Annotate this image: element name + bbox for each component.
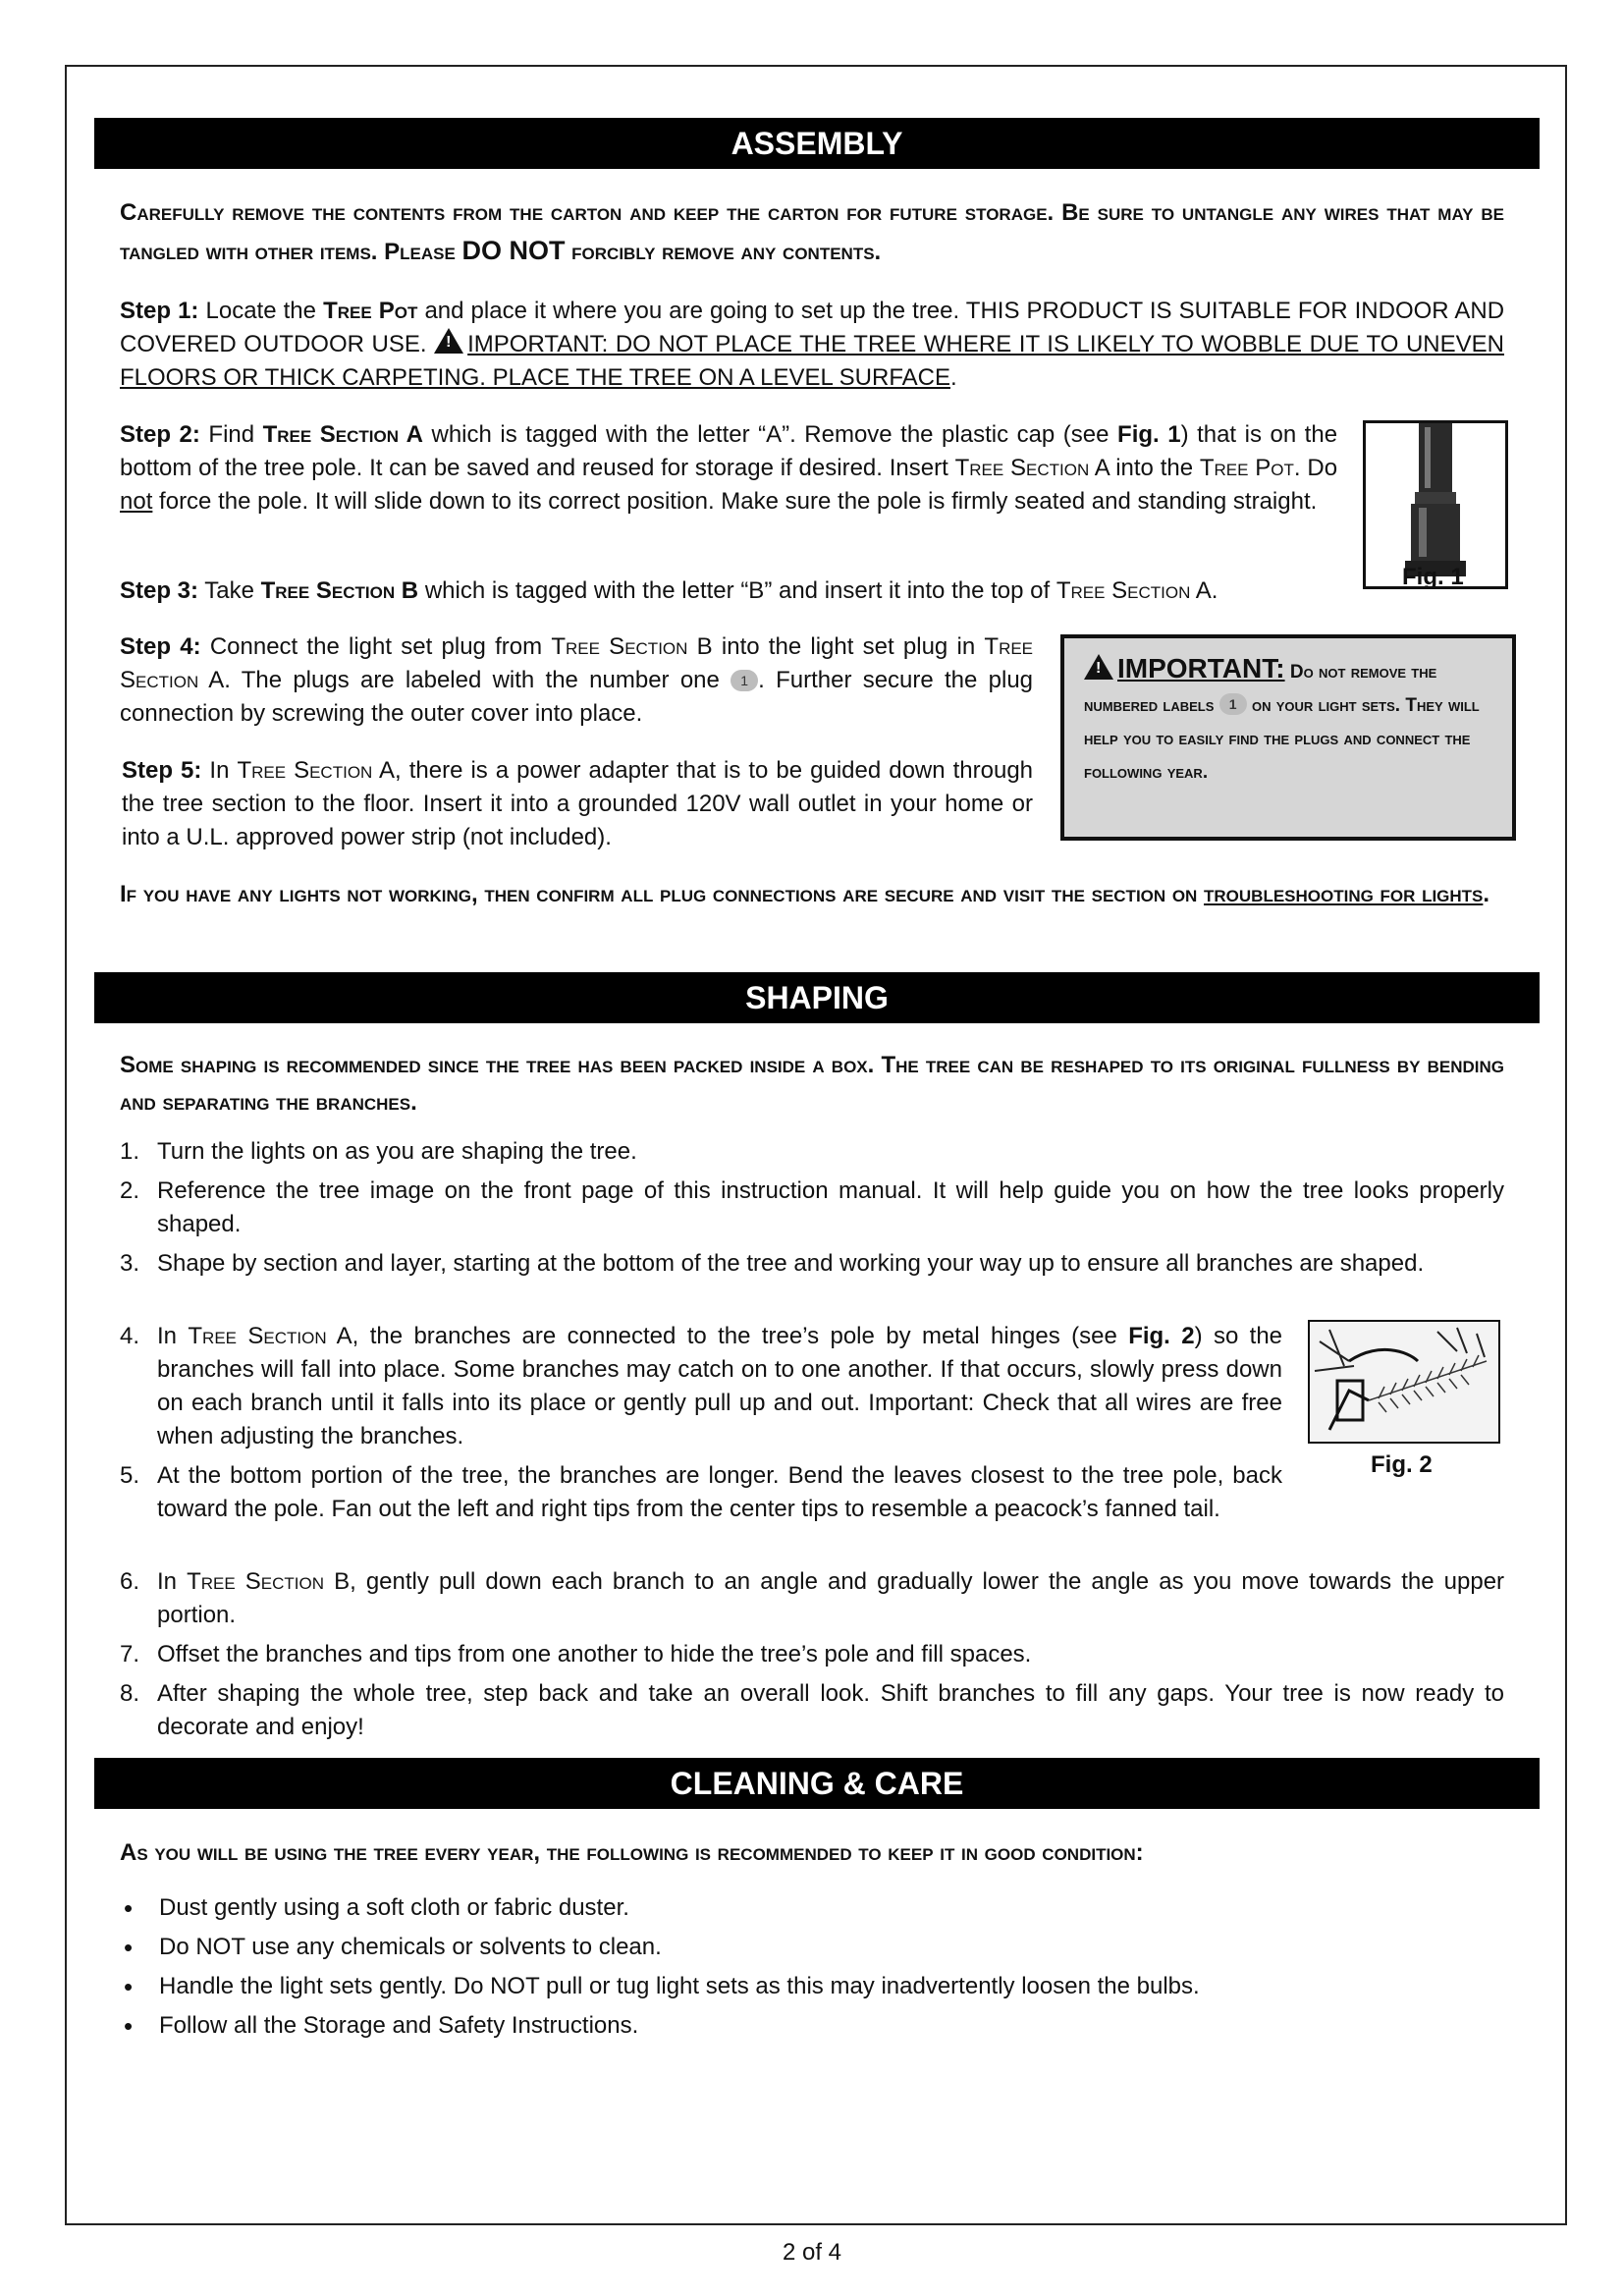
label-one-icon: 1 — [731, 670, 758, 691]
step-3: Step 3: Take Tree Section B which is tagged with the letter “B” and insert it into the top of Tree Section A. — [120, 577, 1218, 604]
lights-note: If you have any lights not working, then confirm all plug connections are secure and visit the section on troubleshooting for lights. — [120, 881, 1490, 907]
tree-pole-icon — [1366, 423, 1505, 586]
shaping-list-middle — [120, 1320, 1282, 1532]
list-item: 4. In Tree Section A, the branches are connected to the tree’s pole by metal hinges (see Fig. 2) so the branches will fall into place. Some branches may catch on to one another. If that occurs, slowly press down on each branch until it falls into its place or gently pull up and out. Important: Check that all wires are free when adjusting the branches. — [120, 1323, 1283, 1449]
fig-1-caption: Fig. 1 — [1402, 564, 1464, 590]
step-5: Step 5: In Tree Section A, there is a power adapter that is to be guided down through the tree section to the floor. Insert it into a grounded 120V wall outlet in your home or into a U.L. approved power strip (not included). — [122, 757, 1034, 850]
care-heading: CLEANING & CARE — [94, 1758, 1540, 1809]
step-1: Step 1: Locate the Tree Pot and place it where you are going to set up the tree. THIS PRODUCT IS SUITABLE FOR INDOOR AND COVERED OUTDOOR USE. ! IMPORTANT: DO NOT PLACE THE TREE WHERE IT IS LIKELY TO WOBBLE DUE TO UNEVEN FLOORS OR THICK CARPETING. PLACE THE TREE ON A LEVEL SURFACE. — [120, 298, 1505, 391]
list-item: • Handle the light sets gently. Do NOT pull or tug light sets as this may inadvertently loosen the bulbs. — [120, 1970, 1504, 2003]
list-item: • Do NOT use any chemicals or solvents to clean. — [120, 1931, 1504, 1964]
shaping-intro: Some shaping is recommended since the tree has been packed inside a box. The tree can be reshaped to its original fullness by bending and separating the branches. — [120, 1052, 1504, 1116]
branch-hinge-icon — [1310, 1322, 1498, 1442]
warning-icon: ! — [434, 328, 463, 354]
care-list — [120, 1891, 1504, 2049]
troubleshooting-link[interactable]: troubleshooting for lights — [1204, 881, 1484, 907]
step-4: Step 4: Connect the light set plug from Tree Section B into the light set plug in Tree Section A. The plugs are labeled with the number one 1 . Further secure the plug connection by screwing the outer cover into place. — [120, 633, 1034, 727]
list-item: 2. Reference the tree image on the front page of this instruction manual. It will help guide you on how the tree looks properly shaped. — [120, 1177, 1504, 1237]
important-callout: ! IMPORTANT: Do not remove the numbered labels 1 on your light sets. They will help you to easily find the plugs and connect the following year. — [1060, 634, 1516, 841]
page-number: 2 of 4 — [782, 2239, 842, 2266]
shaping-list-bottom — [120, 1565, 1504, 1750]
fig-2-image — [1308, 1320, 1500, 1444]
list-item: 5. At the bottom portion of the tree, the branches are longer. Bend the leaves closest to the tree pole, back toward the pole. Fan out the left and right tips from the center tips to resemble a peacock’s fanned tail. — [120, 1462, 1282, 1522]
list-item: 7. Offset the branches and tips from one another to hide the tree’s pole and fill spaces. — [120, 1641, 1032, 1667]
care-intro: As you will be using the tree every year, the following is recommended to keep it in good condition: — [120, 1839, 1144, 1866]
list-item: • Follow all the Storage and Safety Instructions. — [120, 2009, 1504, 2043]
assembly-intro: Carefully remove the contents from the carton and keep the carton for future storage. Be sure to untangle any wires that may be tangled with other items. Please DO NOT forcibly remove any contents. — [120, 199, 1504, 265]
list-item: 3. Shape by section and layer, starting at the bottom of the tree and working your way up to ensure all branches are shaped. — [120, 1250, 1425, 1277]
step-2: Step 2: Find Tree Section A which is tagged with the letter “A”. Remove the plastic cap (see Fig. 1) that is on the bottom of the tree pole. It can be saved and reused for storage if desired. Insert Tree Section A into the Tree Pot. Do not force the pole. It will slide down to its correct position. Make sure the pole is firmly seated and standing straight. — [120, 421, 1338, 515]
list-item: 6. In Tree Section B, gently pull down each branch to an angle and gradually lower the angle as you move towards the upper portion. — [120, 1568, 1505, 1628]
assembly-heading: ASSEMBLY — [94, 118, 1540, 169]
list-item: 1. Turn the lights on as you are shaping the tree. — [120, 1138, 637, 1165]
list-item: 8. After shaping the whole tree, step back and take an overall look. Shift branches to fill any gaps. Your tree is now ready to decorate and enjoy! — [120, 1680, 1504, 1740]
label-one-icon: 1 — [1219, 693, 1247, 715]
warning-icon: ! — [1084, 654, 1113, 680]
fig-2-caption: Fig. 2 — [1371, 1451, 1433, 1478]
shaping-heading: SHAPING — [94, 972, 1540, 1023]
shaping-list-top — [120, 1135, 1504, 1286]
list-item: • Dust gently using a soft cloth or fabric duster. — [120, 1891, 1504, 1925]
